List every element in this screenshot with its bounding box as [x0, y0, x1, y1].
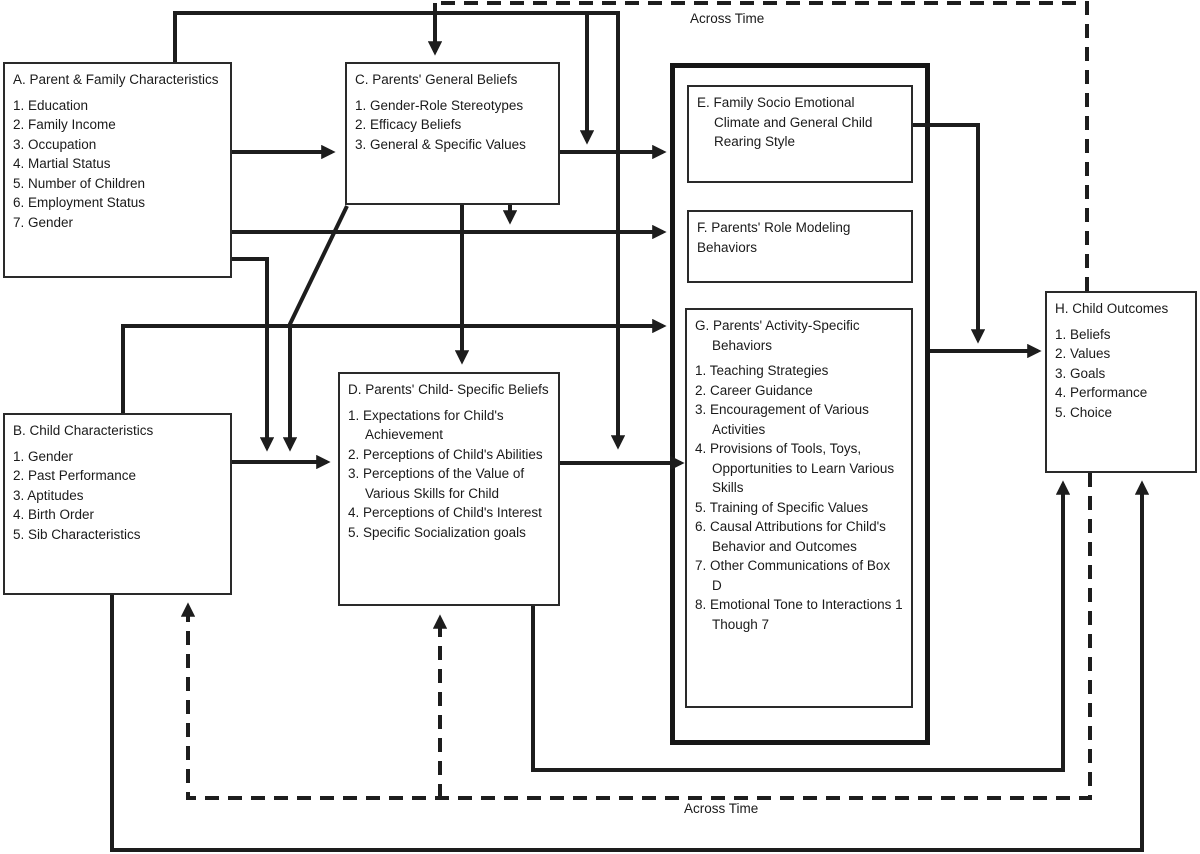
list-item: 1. Beliefs: [1055, 326, 1111, 342]
list-item: 7. Gender: [13, 214, 74, 230]
box-e-title: E. Family Socio Emotional Climate and General Child Rearing Style: [697, 95, 873, 149]
line-a-top-feedback-loop: [175, 13, 620, 62]
list-item: 2. Family Income: [13, 117, 116, 132]
list-item: 8. Emotional Tone to Interactions 1 Though 7: [695, 597, 903, 632]
list-item: 1. Teaching Strategies: [695, 363, 829, 378]
box-h-title: H. Child Outcomes: [1055, 301, 1169, 316]
list-item: 6. Employment Status: [13, 195, 146, 210]
box-d-list: [348, 406, 550, 543]
box-c-list: [355, 96, 550, 155]
list-item: 2. Perceptions of Child's Abilities: [348, 446, 543, 462]
box-c-title: C. Parents' General Beliefs: [355, 72, 518, 87]
across-time-label-top: Across Time: [690, 11, 765, 26]
list-item: 1. Education: [13, 97, 89, 113]
list-item: 2. Past Performance: [13, 468, 137, 483]
box-c-parents-general-beliefs: [345, 62, 560, 205]
arrow-a-to-b-d-line: [232, 259, 267, 448]
dashed-h-to-b-across-time-bottom: [188, 473, 1090, 798]
box-a-title: A. Parent & Family Characteristics: [13, 72, 219, 87]
list-item: 4. Perceptions of Child's Interest: [348, 505, 542, 520]
list-item: 3. General & Specific Values: [355, 136, 526, 152]
arrow-b-to-h-feedback: [112, 484, 1142, 850]
box-b-title: B. Child Characteristics: [13, 423, 154, 438]
box-g-list: [695, 361, 903, 634]
list-item: 3. Goals: [1055, 365, 1106, 381]
list-item: 5. Specific Socialization goals: [348, 524, 526, 540]
list-item: 1. Expectations for Child's Achievement: [348, 407, 504, 442]
box-g-parents-activity-specific-behaviors: [685, 308, 913, 708]
list-item: 5. Choice: [1055, 404, 1113, 420]
list-item: 5. Sib Characteristics: [13, 526, 141, 542]
list-item: 2. Values: [1055, 346, 1111, 361]
list-item: 1. Gender-Role Stereotypes: [355, 97, 524, 113]
list-item: 5. Training of Specific Values: [695, 499, 869, 515]
box-d-parents-child-specific-beliefs: [338, 372, 560, 606]
box-g-title: G. Parents' Activity-Specific Behaviors: [695, 318, 860, 353]
list-item: 4. Performance: [1055, 385, 1148, 400]
list-item: 2. Career Guidance: [695, 382, 813, 398]
box-b-list: [13, 447, 222, 545]
box-h-list: [1055, 325, 1187, 423]
list-item: 4. Martial Status: [13, 156, 111, 171]
list-item: 3. Occupation: [13, 136, 97, 152]
list-item: 6. Causal Attributions for Child's Behavior and Outcomes: [695, 519, 886, 554]
box-d-title: D. Parents' Child- Specific Beliefs: [348, 382, 549, 397]
box-h-child-outcomes: [1045, 291, 1197, 473]
box-a-parent-family-characteristics: [3, 62, 232, 278]
box-f-title: F. Parents' Role Modeling Behaviors: [697, 220, 851, 255]
list-item: 4. Provisions of Tools, Toys, Opportunities to Learn Various Skills: [695, 441, 895, 495]
box-e-family-socio-emotional-climate: [687, 85, 913, 183]
box-b-child-characteristics: [3, 413, 232, 595]
box-a-list: [13, 96, 222, 233]
list-item: 3. Encouragement of Various Activities: [695, 402, 869, 437]
list-item: 1. Gender: [13, 448, 74, 464]
list-item: 4. Birth Order: [13, 507, 95, 522]
list-item: 5. Number of Children: [13, 175, 146, 191]
list-item: 3. Aptitudes: [13, 487, 84, 503]
list-item: 7. Other Communications of Box D: [695, 558, 891, 593]
across-time-label-bottom: Across Time: [684, 801, 759, 816]
list-item: 3. Perceptions of the Value of Various Skills for Child: [348, 466, 525, 501]
box-f-parents-role-modeling-behaviors: [687, 210, 913, 283]
list-item: 2. Efficacy Beliefs: [355, 117, 462, 132]
